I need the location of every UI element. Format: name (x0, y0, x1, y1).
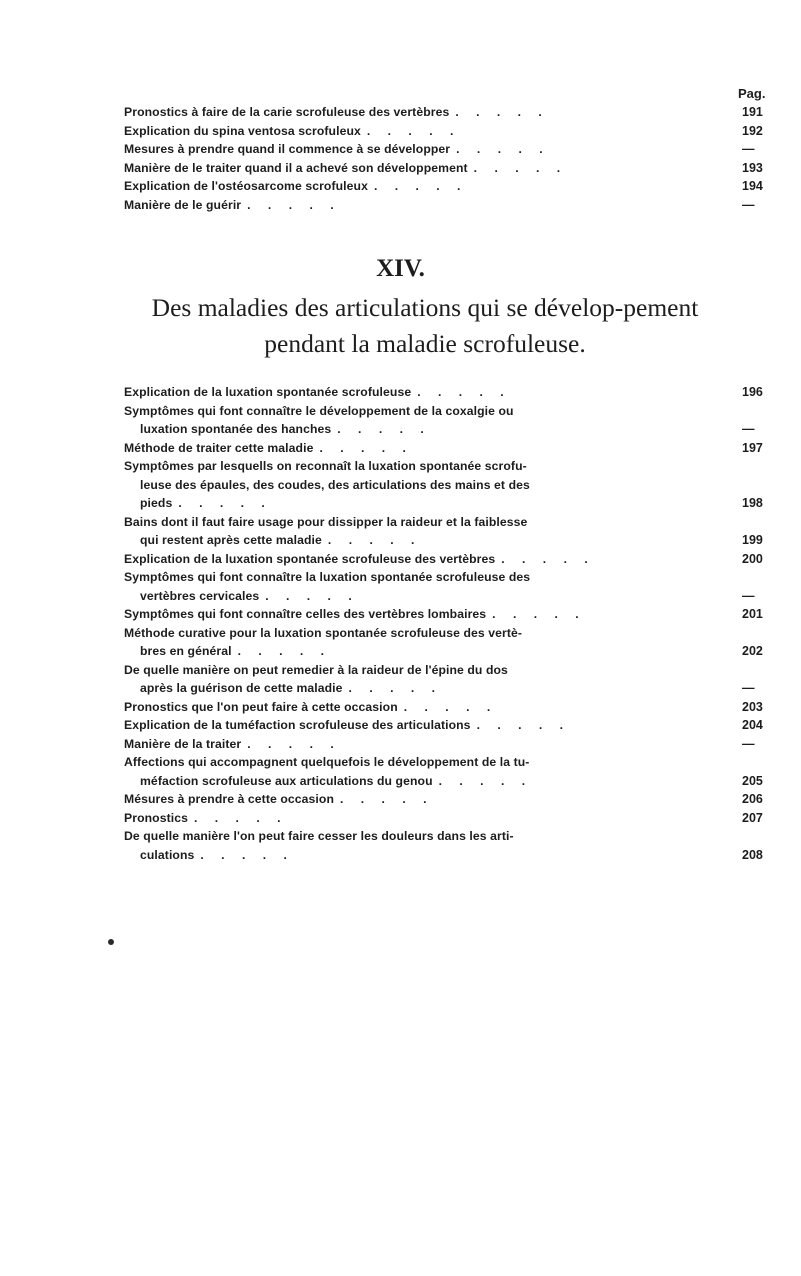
toc-entry-text: Explication de la tuméfaction scrofuleuse des articulations (124, 718, 471, 732)
leader-dots: . . . . . (501, 551, 595, 566)
toc-entry-text: vertèbres cervicales (140, 588, 260, 603)
leader-dots: . . . . . (265, 588, 359, 603)
toc-entry-text: Explication de la luxation spontanée scrofuleuse (124, 385, 412, 399)
toc-entry-text: De quelle manière on peut remedier à la raideur de l'épine du dos (124, 662, 508, 677)
toc-entry (124, 716, 700, 735)
toc-entry-line (124, 494, 700, 513)
toc-entry-text: Pronostics à faire de la carie scrofuleuse des vertèbres (124, 105, 450, 119)
leader-dots: . . . . . (438, 773, 533, 788)
leader-dots: . . . . . (247, 197, 341, 212)
toc-entry-text: Explication de la luxation spontanée scrofuleuse des vertèbres (124, 551, 496, 566)
toc-entry-line (124, 735, 700, 754)
toc-page-number: 196 (742, 385, 763, 399)
leader-dots: . . . . . (194, 810, 288, 825)
toc-entry-text: Affections qui accompagnent quelquefois le développement de la tu- (124, 755, 530, 769)
toc-entry-line (124, 196, 700, 215)
toc-entry (124, 809, 700, 828)
toc-entry-text: Méthode de traiter cette maladie (124, 440, 314, 455)
toc-page-number: 201 (742, 607, 763, 621)
leader-dots: . . . . . (340, 792, 434, 806)
toc-entry (124, 457, 700, 513)
toc-entry (124, 439, 700, 458)
toc-entry-line (124, 661, 700, 680)
toc-entry-text: Mesures à prendre quand il commence à se développer (124, 142, 451, 156)
leader-dots: . . . . . (455, 105, 549, 119)
toc-entry-text: luxation spontanée des hanches (140, 422, 332, 436)
toc-page-number: 206 (742, 792, 763, 806)
leader-dots: . . . . . (473, 160, 568, 175)
toc-entry-text: qui restent après cette maladie (140, 533, 322, 547)
toc-entry (124, 103, 700, 122)
toc-entry-text: après la guérison de cette maladie (140, 681, 343, 695)
toc-page-number: 200 (742, 551, 763, 566)
toc-entry-text: pieds (140, 496, 173, 510)
toc-entry-text: bres en général (140, 644, 232, 658)
toc-entry-text: Symptômes qui font connaître celles des vertèbres lombaires (124, 607, 487, 621)
toc-entry-text: Explication de l'ostéosarcome scrofuleux (124, 179, 368, 193)
toc-entry-line (124, 809, 700, 828)
toc-entry-text: Manière de la traiter (124, 736, 242, 751)
toc-entry-line (124, 587, 700, 606)
leader-dots: . . . . . (373, 179, 468, 193)
leader-dots: . . . . . (348, 681, 443, 695)
leader-dots: . . . . . (476, 718, 571, 732)
toc-page-number: — (742, 736, 755, 751)
toc-entry-line (124, 457, 700, 476)
toc-entry-line (124, 753, 700, 772)
toc-entry (124, 624, 700, 661)
leader-dots: . . . . . (319, 440, 413, 455)
toc-entry (124, 140, 700, 159)
toc-entry-line (124, 439, 700, 458)
leader-dots: . . . . . (327, 533, 422, 547)
toc-entry (124, 753, 700, 790)
section-title: Des maladies des articulations qui se dévelop-pement pendant la maladie scrofuleuse. (151, 293, 699, 358)
toc-page-number: 204 (742, 718, 763, 732)
toc-entry (124, 605, 700, 624)
leader-dots: . . . . . (492, 607, 586, 621)
toc-page-number: 205 (742, 773, 763, 788)
toc-entry-line (124, 550, 700, 569)
toc-entry (124, 513, 700, 550)
toc-page-number: 191 (742, 105, 763, 119)
toc-entry-text: Symptômes qui font connaître le développement de la coxalgie ou (124, 403, 514, 418)
toc-entry (124, 177, 700, 196)
toc-entry-text: Symptômes qui font connaître la luxation spontanée scrofuleuse des (124, 570, 531, 584)
toc-entry-line (124, 827, 700, 846)
toc-entry-text: Méthode curative pour la luxation spontanée scrofuleuse des vertè- (124, 625, 523, 640)
toc-entry-line (124, 383, 700, 402)
toc-page-number: — (742, 197, 755, 212)
toc-entry-text: Manière de le traiter quand il a achevé son développement (124, 160, 468, 175)
toc-page-number: 194 (742, 179, 763, 193)
toc-entry-line (124, 679, 700, 698)
toc-entry (124, 159, 700, 178)
toc-entry-text: culations (140, 847, 195, 862)
toc-entry (124, 402, 700, 439)
toc-entry-text: Mésures à prendre à cette occasion (124, 792, 334, 806)
margin-dot-mark (108, 939, 114, 945)
toc-page-number: 208 (742, 847, 763, 862)
leader-dots: . . . . . (403, 699, 498, 714)
toc-page-number: 193 (742, 160, 763, 175)
toc-entry-text: Symptômes par lesquells on reconnaît la luxation spontanée scrofu- (124, 459, 527, 473)
toc-entry-line (124, 476, 700, 495)
toc-entry-line (124, 698, 700, 717)
leader-dots: . . . . . (366, 123, 461, 138)
toc-page-number: — (742, 422, 755, 436)
toc-entry-line (124, 140, 700, 159)
toc-entry (124, 735, 700, 754)
toc-page-number: — (742, 681, 755, 695)
toc-entry-line (124, 642, 700, 661)
toc-page-number: 202 (742, 644, 763, 658)
toc-entry (124, 383, 700, 402)
toc-entry (124, 827, 700, 864)
toc-entry-text: Bains dont il faut faire usage pour dissipper la raideur et la faiblesse (124, 514, 528, 529)
toc-entry-line (124, 177, 700, 196)
toc-page-number: 197 (742, 440, 763, 455)
leader-dots: . . . . . (417, 385, 511, 399)
toc-page-number: 192 (742, 123, 763, 138)
toc-entry-line (124, 103, 700, 122)
toc-entry-text: Manière de le guérir (124, 197, 242, 212)
leader-dots: . . . . . (456, 142, 550, 156)
toc-entry-line (124, 790, 700, 809)
toc-page-number: 203 (742, 699, 763, 714)
toc-entry-text: Pronostics que l'on peut faire à cette occasion (124, 699, 398, 714)
toc-entry (124, 698, 700, 717)
toc-entry-text: méfaction scrofuleuse aux articulations du genou (140, 773, 433, 788)
toc-entry (124, 568, 700, 605)
toc-page-number: 207 (742, 810, 763, 825)
toc-entry-text: Explication du spina ventosa scrofuleux (124, 123, 361, 138)
toc-page-number: 198 (742, 496, 763, 510)
leader-dots: . . . . . (237, 644, 332, 658)
toc-entry-line (124, 122, 700, 141)
toc-page-number: — (742, 142, 755, 156)
toc-entry-line (124, 772, 700, 791)
toc-entry (124, 122, 700, 141)
toc-entry-line (124, 402, 700, 421)
toc-page-number: — (742, 588, 755, 603)
toc-entry (124, 550, 700, 569)
toc-entry-line (124, 568, 700, 587)
leader-dots: . . . . . (247, 736, 341, 751)
section-number: XIV. (376, 255, 425, 282)
page-column-header: Pag. (738, 86, 766, 101)
leader-dots: . . . . . (200, 847, 294, 862)
toc-entry-line (124, 846, 700, 865)
toc-entry (124, 196, 700, 215)
toc-entry-line (124, 716, 700, 735)
toc-entry (124, 790, 700, 809)
toc-entry-line (124, 531, 700, 550)
leader-dots: . . . . . (337, 422, 431, 436)
toc-entry-line (124, 624, 700, 643)
toc-entry-line (124, 513, 700, 532)
toc-entry-text: Pronostics (124, 810, 188, 825)
toc-entry (124, 661, 700, 698)
toc-page-number: 199 (742, 533, 763, 547)
leader-dots: . . . . . (178, 496, 272, 510)
toc-entry-text: De quelle manière l'on peut faire cesser les douleurs dans les arti- (124, 829, 514, 843)
toc-entry-text: leuse des épaules, des coudes, des articulations des mains et des (140, 477, 530, 492)
toc-entry-line (124, 605, 700, 624)
toc-entry-line (124, 420, 700, 439)
toc-entry-line (124, 159, 700, 178)
